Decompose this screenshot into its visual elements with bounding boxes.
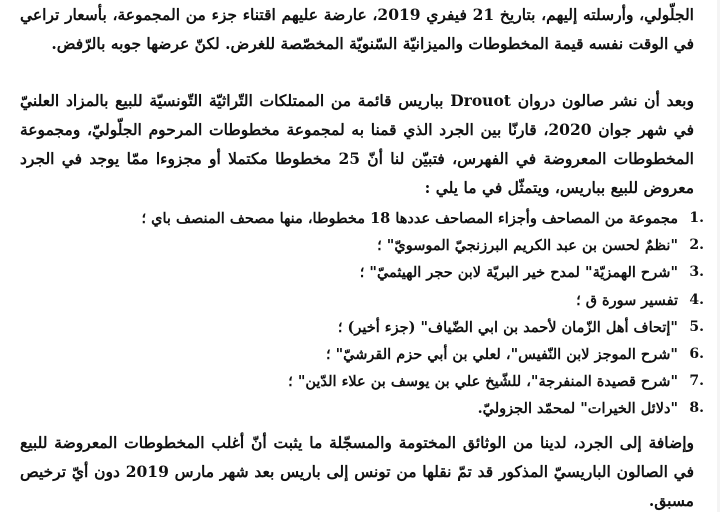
list-item	[64, 395, 704, 422]
list-item-text: تفسير سورة ق ؛	[576, 291, 678, 309]
list-item-text: "شرح قصيدة المنفرجة"، للشّيخ علي بن يوسف بن علاء الدّين" ؛	[288, 373, 678, 391]
list-item-number: .5	[689, 318, 704, 335]
list-item	[64, 287, 704, 314]
list-item-text: مجموعة من المصاحف وأجزاء المصاحف عددها 18 مخطوطا، منها مصحف المنصف باي ؛	[141, 210, 678, 227]
list-item	[64, 368, 704, 395]
list-item	[64, 205, 704, 232]
list-item	[64, 232, 704, 259]
list-item-text: "دلائل الخيرات" لمحمّد الجزوليّ.	[477, 400, 678, 418]
manuscript-list	[64, 205, 704, 423]
list-item-number: .7	[689, 373, 704, 390]
list-item-number: .1	[689, 210, 704, 226]
list-item-text: "إتحاف أهل الزّمان لأحمد بن ابي الضّياف" (جزء أخير) ؛	[337, 318, 678, 336]
list-item	[64, 314, 704, 341]
list-item-text: "شرح الهمزيّة" لمدح خير البريّة لابن حجر الهيثميّ" ؛	[359, 264, 678, 282]
list-item-text: "نظمٌ لحسن بن عبد الكريم البرزنجيّ الموسويّ" ؛	[377, 237, 678, 255]
list-item-number: .3	[689, 264, 704, 281]
paragraph-documents-evidence: وإضافة إلى الجرد، لدينا من الوثائق المختومة والمسجّلة ما يثبت أنّ أغلب المخطوطات المعروضة للبيع في الصالون الباريسيّ المذكور قد تمّ نقلها من تونس إلى باريس بعد شهر مارس 2019 دون أيّ ترخيص مسبق.	[20, 433, 694, 510]
list-item-number: .2	[689, 237, 704, 254]
list-item-number: .8	[689, 400, 704, 417]
list-item	[64, 341, 704, 368]
list-item-text: "شرح الموجز لابن النّفيس"، لعلي بن أبي حزم القرشيّ" ؛	[325, 345, 678, 363]
paragraph-offer-rejected: الجلّولي، وأرسلته إليهم، بتاريخ 21 فيفري 2019، عارضة عليهم اقتناء جزء من المجموعة، بأسعار تراعي في الوقت نفسه قيمة المخطوطات والميزانيّة السّنويّة المخصّصة للغرض. لكنّ عرضها جوبه بالرّفض.	[20, 5, 694, 53]
paragraph-drouot-auction: وبعد أن نشر صالون دروان Drouot بباريس قائمة من الممتلكات التّراثيّة التّونسيّة للبيع بالمزاد العلنيّ في شهر جوان 2020، قارنّا بين الجرد الذي قمنا به لمجموعة مخطوطات المرحوم الجلّوليّ، ومجموعة المخطوطات المعروضة في الفهرس، فتبيّن لنا أنّ 25 مخطوطا مكتملا أو مجزوءا ممّا يوجد في الجرد معروض للبيع بباريس، ويتمثّل في ما يلي :	[20, 91, 695, 197]
list-item-number: .4	[689, 291, 704, 308]
list-item	[64, 259, 704, 286]
list-item-number: .6	[689, 345, 704, 362]
